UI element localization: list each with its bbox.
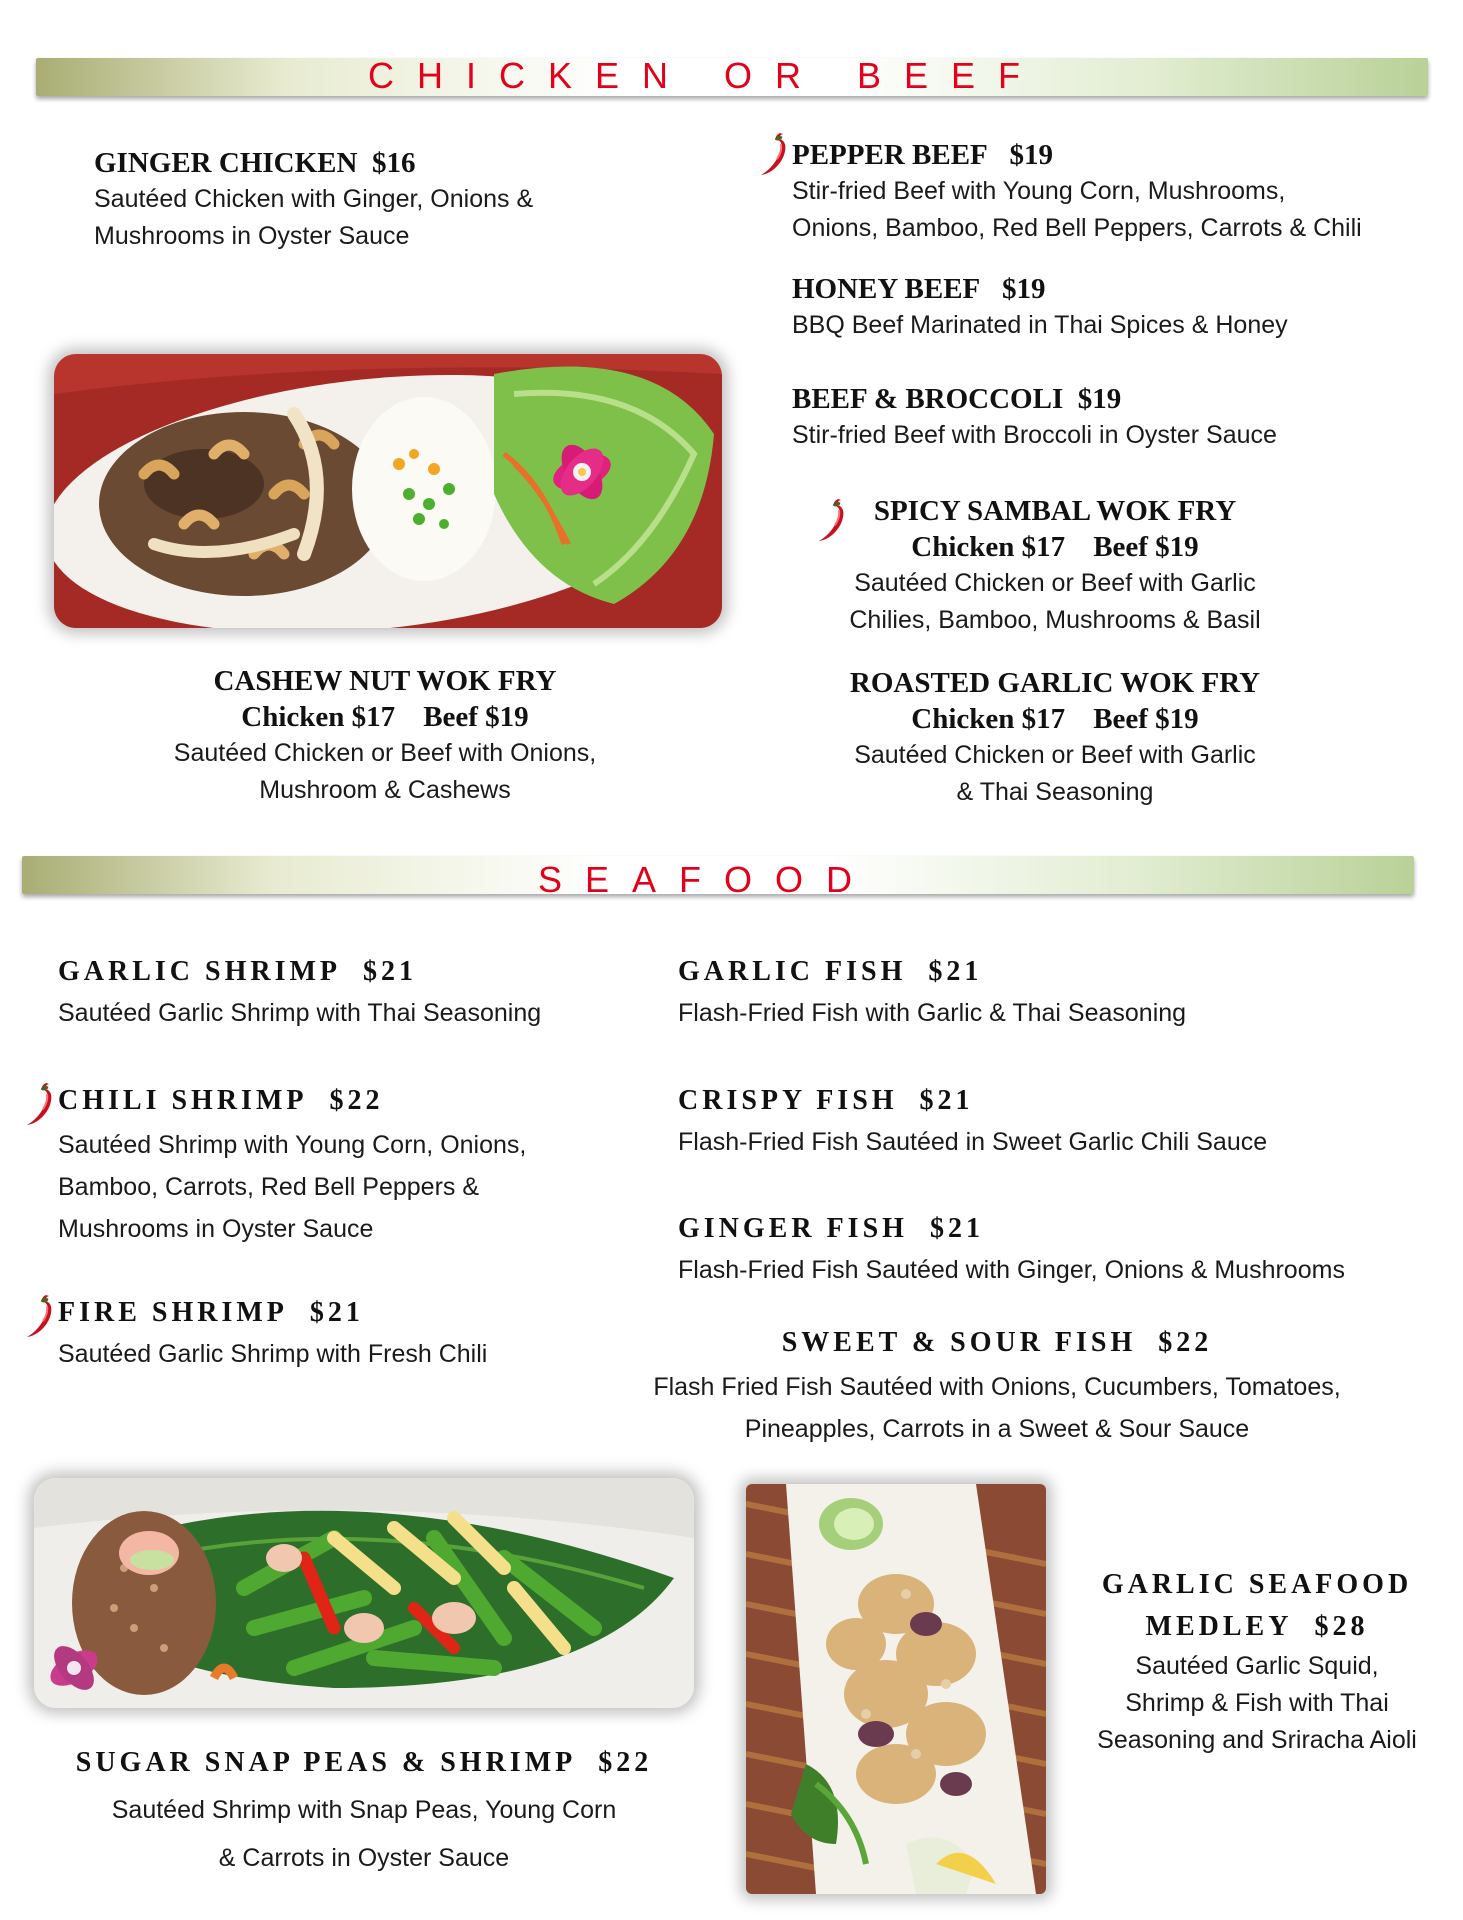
seafood-medley-photo xyxy=(746,1484,1046,1894)
item-name: BEEF & BROCCOLI xyxy=(792,383,1064,415)
menu-item-pepper-beef xyxy=(792,138,1362,247)
food-image xyxy=(34,1478,694,1708)
item-price-chicken: Chicken $17 xyxy=(911,702,1066,735)
menu-item-ginger-fish xyxy=(678,1212,1345,1289)
item-description: Stir-fried Beef with Young Corn, Mushrooms, xyxy=(792,176,1286,205)
item-price: $19 xyxy=(1077,383,1122,415)
item-name: FIRE SHRIMP xyxy=(58,1297,288,1328)
menu-item-ginger-chicken xyxy=(94,146,533,255)
item-description: Flash-Fried Fish Sautéed in Sweet Garlic Chili Sauce xyxy=(678,1127,1268,1156)
chili-pepper-icon xyxy=(24,1292,54,1340)
menu-item-roasted-garlic-wok-fry xyxy=(810,666,1300,811)
item-name: GARLIC SHRIMP xyxy=(58,956,342,987)
item-price: $22 xyxy=(598,1747,653,1778)
menu-item-crispy-fish xyxy=(678,1084,1267,1161)
item-description: Sautéed Chicken or Beef with Onions, xyxy=(173,739,597,768)
item-description: Sautéed Chicken with Ginger, Onions & xyxy=(94,184,534,213)
item-name: PEPPER BEEF xyxy=(792,139,988,171)
menu-item-chili-shrimp xyxy=(58,1084,526,1250)
menu-item-garlic-shrimp xyxy=(58,955,541,1032)
chili-pepper-icon xyxy=(24,1080,54,1128)
cashew-wok-fry-photo xyxy=(54,354,722,628)
item-price-chicken: Chicken $17 xyxy=(911,530,1066,563)
item-price-beef: Beef $19 xyxy=(1093,530,1199,563)
item-description: Pineapples, Carrots in a Sweet & Sour Sauce xyxy=(744,1414,1250,1443)
food-image xyxy=(746,1484,1046,1894)
menu-item-cashew-nut-wok-fry xyxy=(120,664,650,809)
item-name: CRISPY FISH xyxy=(678,1085,898,1116)
item-name: MEDLEY xyxy=(1145,1611,1293,1642)
item-description: Sautéed Chicken or Beef with Garlic xyxy=(854,569,1256,598)
item-price: $21 xyxy=(309,1297,364,1328)
item-price: $28 xyxy=(1314,1611,1369,1642)
item-name: ROASTED GARLIC WOK FRY xyxy=(849,667,1261,699)
item-description: & Thai Seasoning xyxy=(956,778,1154,807)
item-description: Sautéed Garlic Shrimp with Fresh Chili xyxy=(58,1339,488,1368)
item-price: $21 xyxy=(919,1085,974,1116)
item-price: $19 xyxy=(1002,273,1046,305)
menu-item-honey-beef xyxy=(792,272,1288,344)
item-name: SPICY SAMBAL WOK FRY xyxy=(873,495,1237,527)
item-description: Sautéed Shrimp with Snap Peas, Young Corn xyxy=(111,1795,617,1824)
item-description: Sautéed Garlic Squid, xyxy=(1135,1652,1379,1680)
item-description: Mushroom & Cashews xyxy=(259,776,511,805)
item-name: GARLIC FISH xyxy=(678,956,907,987)
menu-item-spicy-sambal-wok-fry xyxy=(810,494,1300,639)
item-description: Mushrooms in Oyster Sauce xyxy=(94,221,410,250)
item-description: Sautéed Shrimp with Young Corn, Onions, xyxy=(58,1130,527,1159)
item-name: HONEY BEEF xyxy=(792,273,981,305)
item-description: Sautéed Garlic Shrimp with Thai Seasoning xyxy=(58,998,542,1027)
item-name: CASHEW NUT WOK FRY xyxy=(213,665,557,697)
item-price: $19 xyxy=(1009,139,1054,171)
item-price: $22 xyxy=(329,1085,384,1116)
seafood-section-title: SEAFOOD xyxy=(538,859,876,900)
item-price-beef: Beef $19 xyxy=(1093,702,1199,735)
item-description: Seasoning and Sriracha Aioli xyxy=(1097,1726,1417,1754)
item-description: Bamboo, Carrots, Red Bell Peppers & xyxy=(58,1172,480,1201)
item-description: Flash Fried Fish Sautéed with Onions, Cucumbers, Tomatoes, xyxy=(653,1372,1341,1401)
item-description: Stir-fried Beef with Broccoli in Oyster Sauce xyxy=(792,420,1277,449)
item-description: Onions, Bamboo, Red Bell Peppers, Carrots & Chili xyxy=(792,213,1362,242)
item-description: Sautéed Chicken or Beef with Garlic xyxy=(854,741,1256,770)
menu-item-beef-broccoli xyxy=(792,382,1277,454)
item-description: Flash-Fried Fish Sautéed with Ginger, Onions & Mushrooms xyxy=(678,1255,1345,1284)
item-name: CHILI SHRIMP xyxy=(58,1085,308,1116)
item-price: $22 xyxy=(1158,1327,1213,1358)
item-description: Flash-Fried Fish with Garlic & Thai Seasoning xyxy=(678,998,1187,1027)
item-price-chicken: Chicken $17 xyxy=(241,700,396,733)
chicken-beef-section-title: CHICKEN OR BEEF xyxy=(368,55,1044,96)
snap-peas-shrimp-photo xyxy=(34,1478,694,1708)
chili-pepper-icon xyxy=(758,130,788,178)
item-price-beef: Beef $19 xyxy=(423,700,529,733)
item-description: BBQ Beef Marinated in Thai Spices & Honey xyxy=(792,310,1288,339)
item-price: $16 xyxy=(371,147,416,179)
item-name: GARLIC SEAFOOD xyxy=(1101,1569,1413,1600)
menu-item-garlic-seafood-medley xyxy=(1066,1564,1448,1759)
item-price: $21 xyxy=(928,956,983,987)
item-name: SUGAR SNAP PEAS & SHRIMP xyxy=(75,1747,577,1778)
menu-item-fire-shrimp xyxy=(58,1296,487,1373)
item-price: $21 xyxy=(363,956,418,987)
menu-item-garlic-fish xyxy=(678,955,1186,1032)
food-image xyxy=(54,354,722,628)
item-description: Shrimp & Fish with Thai xyxy=(1125,1689,1389,1717)
item-description: Chilies, Bamboo, Mushrooms & Basil xyxy=(849,606,1261,635)
menu-item-sweet-sour-fish xyxy=(612,1326,1382,1450)
item-price: $21 xyxy=(929,1213,984,1244)
item-name: GINGER CHICKEN xyxy=(94,147,358,179)
item-description: Mushrooms in Oyster Sauce xyxy=(58,1214,374,1243)
menu-item-sugar-snap-peas-shrimp xyxy=(30,1746,698,1882)
item-name: GINGER FISH xyxy=(678,1213,908,1244)
item-name: SWEET & SOUR FISH xyxy=(781,1327,1137,1358)
item-description: & Carrots in Oyster Sauce xyxy=(218,1843,510,1872)
